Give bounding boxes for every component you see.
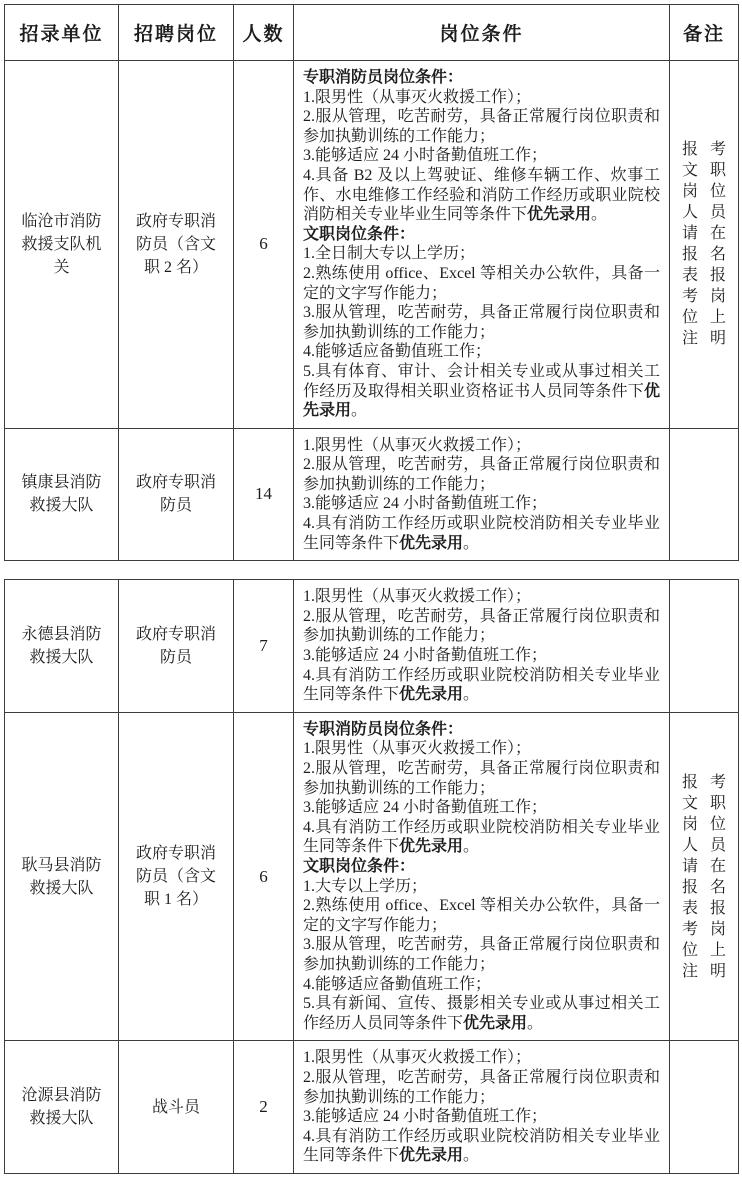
condition-bold-segment: 优先录用 (463, 1014, 528, 1032)
table-row (5, 61, 739, 429)
condition-text-segment: 1.限男性（从事灭火救援工作）； (303, 588, 532, 606)
condition-item (303, 666, 660, 705)
condition-item (303, 1048, 660, 1068)
condition-bold-segment: 专职消防员岗位条件： (303, 720, 464, 738)
condition-text-segment: 3.能够适应 24 小时备勤值班工作； (303, 1108, 548, 1126)
position-cell: 政府专职消防员 (119, 428, 234, 561)
condition-item (303, 877, 660, 897)
condition-text-segment: 2.服从管理，吃苦耐劳，具备正常履行岗位职责和参加执勤训练的工作能力； (303, 108, 660, 145)
unit-cell: 永德县消防救援大队 (5, 580, 119, 713)
condition-item (303, 798, 660, 818)
position-cell: 政府专职消防员（含文职 1 名） (119, 712, 234, 1041)
condition-text-segment: 1.大专以上学历； (303, 877, 428, 895)
condition-text-segment: 4.具备 B2 及以上驾驶证、维修车辆工作、炊事工作、水电维修工作经验和消防工作经历或职业院校消防相关专业毕业生同等条件下 (303, 166, 660, 224)
table-row (5, 1041, 739, 1174)
condition-text-segment: 3.服从管理，吃苦耐劳，具备正常履行岗位职责和参加执勤训练的工作能力； (303, 936, 660, 973)
condition-item (303, 264, 660, 303)
headcount-cell: 6 (234, 712, 294, 1041)
table-body-1 (5, 61, 739, 561)
column-header-2: 招聘岗位 (119, 5, 234, 61)
condition-text-segment: 4.具有消防工作经历或职业院校消防相关专业毕业生同等条件下 (303, 515, 660, 552)
condition-text-segment: 3.能够适应 24 小时备勤值班工作； (303, 495, 548, 513)
condition-text-segment: 4.具有消防工作经历或职业院校消防相关专业毕业生同等条件下 (303, 1127, 660, 1165)
unit-cell: 沧源县消防救援大队 (5, 1041, 119, 1174)
condition-text-segment: 。 (463, 1147, 480, 1165)
condition-item (303, 107, 660, 146)
conditions-cell (294, 428, 670, 561)
recruitment-table-block-1 (4, 4, 739, 561)
condition-item (303, 68, 660, 88)
unit-cell: 临沧市消防救援支队机关 (5, 61, 119, 429)
condition-bold-segment: 文职岗位条件： (303, 225, 416, 243)
condition-item (303, 514, 660, 553)
condition-item (303, 935, 660, 974)
condition-text-segment: 。 (591, 206, 608, 224)
condition-item (303, 166, 660, 225)
condition-text-segment: 3.能够适应 24 小时备勤值班工作； (303, 147, 548, 165)
table-body-2 (5, 580, 739, 1174)
condition-bold-segment: 优先录用 (399, 1147, 464, 1165)
header-row (5, 5, 739, 61)
condition-text-segment: 。 (463, 686, 480, 704)
condition-bold-segment: 优先录用 (303, 382, 660, 420)
condition-item (303, 587, 660, 607)
headcount-cell: 2 (234, 1041, 294, 1174)
condition-text-segment: 1.限男性（从事灭火救援工作）； (303, 436, 532, 454)
column-header-3: 人数 (234, 5, 294, 61)
condition-item (303, 1068, 660, 1107)
condition-text-segment: 1.限男性（从事灭火救援工作）； (303, 740, 532, 758)
remark-cell: 报考文职岗位人员请在报名表报考岗位上注明 (670, 61, 739, 429)
condition-item (303, 646, 660, 666)
table-row (5, 712, 739, 1041)
condition-text-segment: 4.具有消防工作经历或职业院校消防相关专业毕业生同等条件下 (303, 666, 660, 704)
condition-text-segment: 3.能够适应 24 小时备勤值班工作； (303, 799, 548, 817)
position-cell: 战斗员 (119, 1041, 234, 1174)
condition-text-segment: 1.限男性（从事灭火救援工作）； (303, 1049, 532, 1067)
condition-bold-segment: 优先录用 (399, 686, 464, 704)
headcount-cell: 14 (234, 428, 294, 561)
headcount-cell: 6 (234, 61, 294, 429)
condition-item (303, 146, 660, 166)
condition-item (303, 303, 660, 342)
table-row (5, 428, 739, 561)
condition-item (303, 720, 660, 740)
column-header-4: 岗位条件 (294, 5, 670, 61)
condition-text-segment: 4.具有消防工作经历或职业院校消防相关专业毕业生同等条件下 (303, 818, 660, 856)
condition-item (303, 225, 660, 245)
condition-text-segment: 2.服从管理，吃苦耐劳，具备正常履行岗位职责和参加执勤训练的工作能力； (303, 1068, 660, 1106)
conditions-cell (294, 580, 670, 713)
condition-item (303, 896, 660, 935)
condition-text-segment: 4.能够适应备勤值班工作； (303, 343, 492, 361)
condition-item (303, 975, 660, 995)
unit-cell: 镇康县消防救援大队 (5, 428, 119, 561)
condition-bold-segment: 文职岗位条件： (303, 857, 416, 875)
condition-text-segment: 2.服从管理，吃苦耐劳，具备正常履行岗位职责和参加执勤训练的工作能力； (303, 607, 660, 645)
remark-cell: 报考文职岗位人员请在报名表报考岗位上注明 (670, 712, 739, 1041)
condition-text-segment: 5.具有新闻、宣传、摄影相关专业或从事过相关工作经历人员同等条件下 (303, 995, 660, 1032)
table-header (5, 5, 739, 61)
condition-bold-segment: 优先录用 (527, 206, 592, 224)
condition-text-segment: 1.全日制大专以上学历； (303, 245, 476, 263)
condition-item (303, 739, 660, 759)
position-cell: 政府专职消防员（含文职 2 名） (119, 61, 234, 429)
condition-text-segment: 4.能够适应备勤值班工作； (303, 975, 492, 993)
remark-cell (670, 580, 739, 713)
conditions-cell (294, 1041, 670, 1174)
condition-text-segment: 。 (463, 534, 480, 552)
condition-item (303, 1127, 660, 1166)
condition-item (303, 494, 660, 514)
condition-item (303, 1107, 660, 1127)
condition-item (303, 362, 660, 421)
condition-text-segment: 2.熟练使用 office、Excel 等相关办公软件，具备一定的文字写作能力； (303, 897, 660, 934)
condition-text-segment: 2.熟练使用 office、Excel 等相关办公软件，具备一定的文字写作能力； (303, 264, 660, 302)
condition-item (303, 88, 660, 108)
column-header-1: 招录单位 (5, 5, 119, 61)
condition-text-segment: 5.具有体育、审计、会计相关专业或从事过相关工作经历及取得相关职业资格证书人员同等条件下 (303, 362, 660, 400)
position-cell: 政府专职消防员 (119, 580, 234, 713)
column-header-5: 备注 (670, 5, 739, 61)
condition-bold-segment: 优先录用 (399, 534, 464, 552)
condition-item (303, 818, 660, 857)
condition-item (303, 607, 660, 646)
condition-item (303, 857, 660, 877)
conditions-cell (294, 712, 670, 1041)
condition-text-segment: 。 (527, 1014, 544, 1032)
condition-text-segment: 。 (351, 402, 368, 420)
condition-item (303, 436, 660, 456)
unit-cell: 耿马县消防救援大队 (5, 712, 119, 1041)
remark-cell (670, 428, 739, 561)
condition-text-segment: 2.服从管理，吃苦耐劳，具备正常履行岗位职责和参加执勤训练的工作能力； (303, 760, 660, 797)
recruitment-table-block-2 (4, 579, 739, 1174)
condition-text-segment: 3.服从管理，吃苦耐劳，具备正常履行岗位职责和参加执勤训练的工作能力； (303, 304, 660, 341)
remark-cell (670, 1041, 739, 1174)
condition-item (303, 342, 660, 362)
condition-item (303, 994, 660, 1033)
headcount-cell: 7 (234, 580, 294, 713)
conditions-cell (294, 61, 670, 429)
condition-item (303, 244, 660, 264)
condition-text-segment: 3.能够适应 24 小时备勤值班工作； (303, 647, 548, 665)
condition-text-segment: 1.限男性（从事灭火救援工作）； (303, 88, 532, 106)
condition-item (303, 455, 660, 494)
condition-item (303, 759, 660, 798)
condition-text-segment: 。 (463, 838, 480, 856)
condition-bold-segment: 专职消防员岗位条件： (303, 69, 464, 86)
condition-bold-segment: 优先录用 (399, 838, 464, 856)
table-row (5, 580, 739, 713)
condition-text-segment: 2.服从管理，吃苦耐劳，具备正常履行岗位职责和参加执勤训练的工作能力； (303, 456, 660, 493)
